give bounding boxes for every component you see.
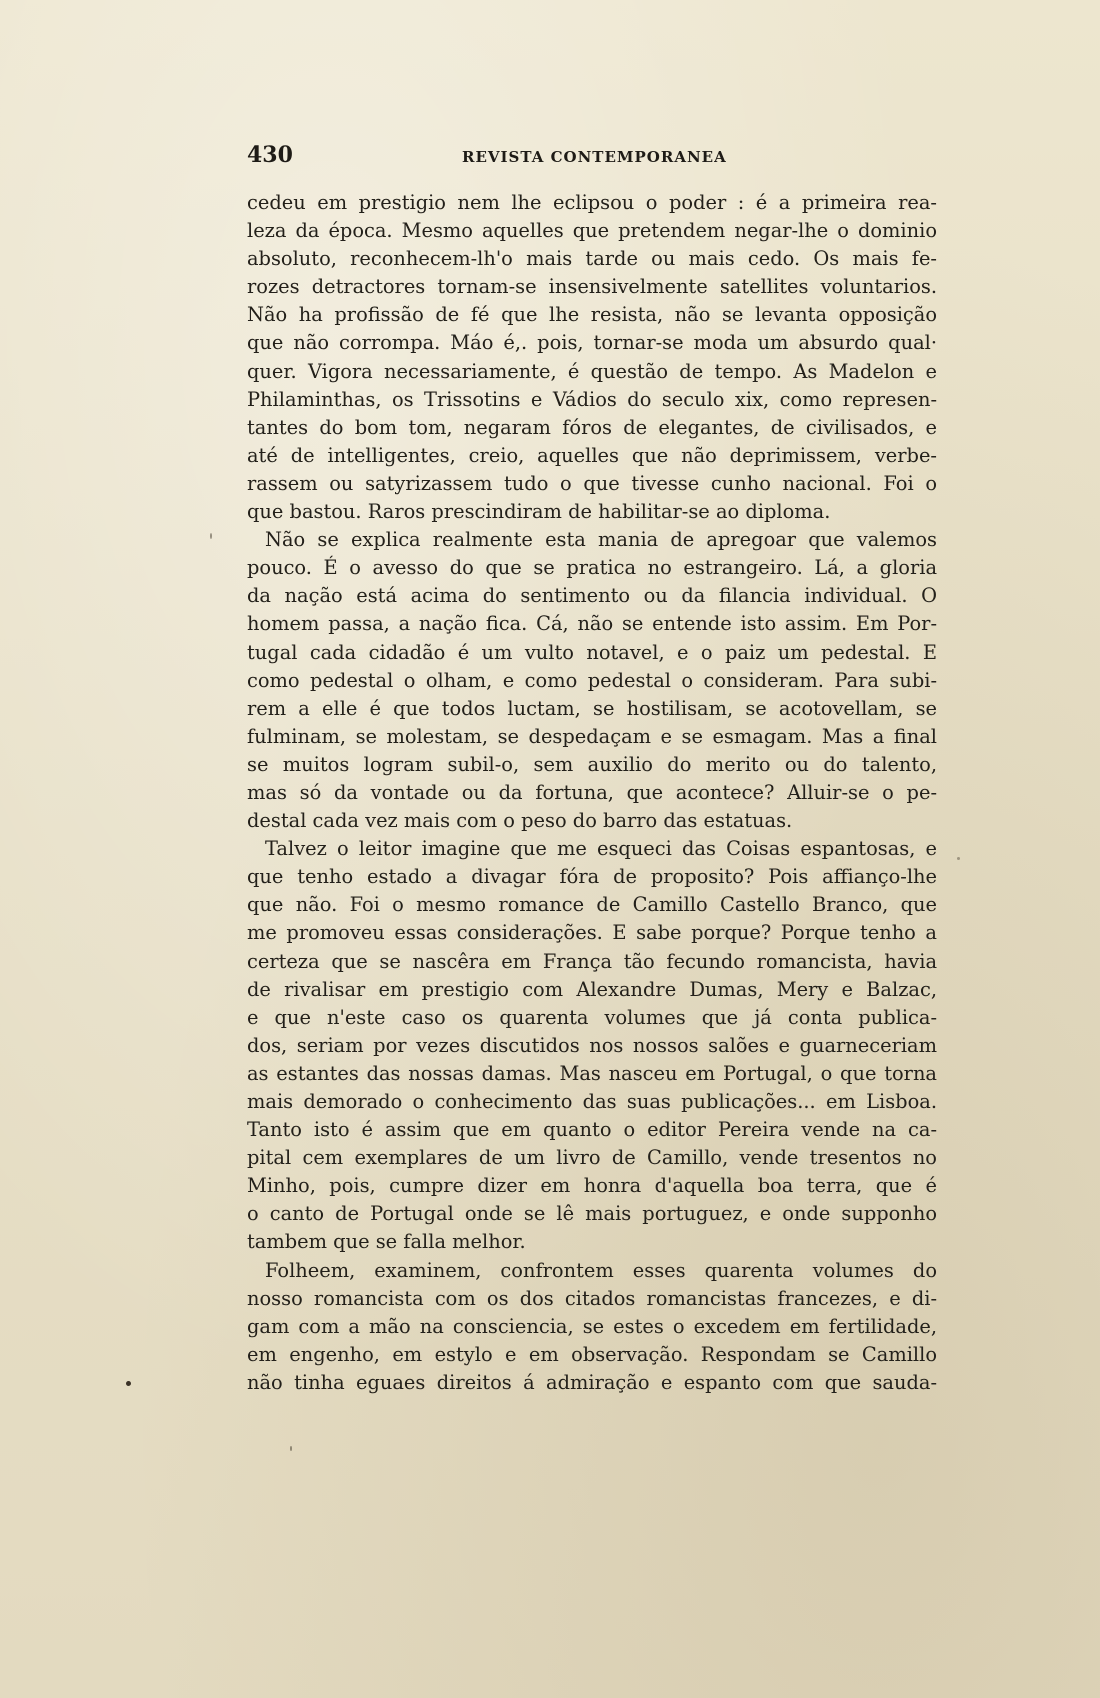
text-line: Tanto isto é assim que em quanto o editor Pereira vende na ca- <box>247 1118 937 1142</box>
text-line: que tenho estado a divagar fóra de proposito? Pois affianço-lhe <box>247 865 937 889</box>
text-line: Não ha profissão de fé que lhe resista, não se levanta opposição <box>247 303 937 327</box>
text-line: pital cem exemplares de um livro de Camillo, vende tresentos no <box>247 1146 937 1170</box>
text-line: absoluto, reconhecem-lh'o mais tarde ou mais cedo. Os mais fe- <box>247 247 937 271</box>
text-line: que não. Foi o mesmo romance de Camillo Castello Branco, que <box>247 893 937 917</box>
ink-speck <box>126 1381 131 1386</box>
text-line: leza da época. Mesmo aquelles que pretendem negar-lhe o dominio <box>247 219 937 243</box>
text-line: que não corrompa. Máo é,. pois, tornar-se moda um absurdo qual· <box>247 331 937 355</box>
text-line: tambem que se falla melhor. <box>247 1230 526 1254</box>
text-line: rassem ou satyrizassem tudo o que tivesse cunho nacional. Foi o <box>247 471 937 495</box>
journal-title: REVISTA CONTEMPORANEA <box>462 148 727 166</box>
text-line: mais demorado o conhecimento das suas publicações... em Lisboa. <box>247 1090 937 1113</box>
text-line: pouco. É o avesso do que se pratica no estrangeiro. Lá, a gloria <box>247 556 937 580</box>
text-line: em engenho, em estylo e em observação. Respondam se Camillo <box>247 1342 937 1366</box>
text-line: se muitos logram subil-o, sem auxilio do merito ou do talento, <box>247 752 937 776</box>
text-line: certeza que se nascêra em França tão fecundo romancista, havia <box>247 949 937 973</box>
text-line: até de intelligentes, creio, aquelles que não deprimissem, verbe- <box>247 443 937 467</box>
text-line: homem passa, a nação fica. Cá, não se entende isto assim. Em Por- <box>247 612 937 636</box>
ink-speck <box>290 1446 292 1451</box>
text-line: gam com a mão na consciencia, se estes o excedem em fertilidade, <box>247 1314 937 1338</box>
text-line: destal cada vez mais com o peso do barro das estatuas. <box>247 809 793 833</box>
body-text <box>247 189 937 1397</box>
text-line: Talvez o leitor imagine que me esqueci das Coisas espantosas, e <box>265 837 937 861</box>
text-line: me promoveu essas considerações. E sabe porque? Porque tenho a <box>247 921 937 945</box>
text-line: como pedestal o olham, e como pedestal o consideram. Para subi- <box>247 668 937 692</box>
text-line: rozes detractores tornam-se insensivelmente satellites voluntarios. <box>247 275 937 299</box>
page-number: 430 <box>247 142 293 168</box>
text-line: Minho, pois, cumpre dizer em honra d'aquella boa terra, que é <box>247 1174 937 1198</box>
text-line: mas só da vontade ou da fortuna, que acontece? Alluir-se o pe- <box>247 780 937 804</box>
text-line: Philaminthas, os Trissotins e Vádios do seculo xix, como represen- <box>247 387 937 411</box>
text-line: Folheem, examinem, confrontem esses quarenta volumes do <box>265 1258 937 1282</box>
ink-speck <box>957 857 960 860</box>
text-line: quer. Vigora necessariamente, é questão de tempo. As Madelon e <box>247 359 937 383</box>
ink-speck <box>210 533 212 539</box>
running-head <box>247 142 927 172</box>
text-line: tugal cada cidadão é um vulto notavel, e o paiz um pedestal. E <box>247 640 937 664</box>
text-line: nosso romancista com os dos citados romancistas francezes, e di- <box>247 1286 937 1310</box>
text-line: cedeu em prestigio nem lhe eclipsou o poder : é a primeira rea- <box>247 191 937 214</box>
text-line: fulminam, se molestam, se despedaçam e se esmagam. Mas a final <box>247 724 937 748</box>
text-line: que bastou. Raros prescindiram de habilitar-se ao diploma. <box>247 500 831 524</box>
text-line: dos, seriam por vezes discutidos nos nossos salões e guarneceriam <box>247 1033 937 1057</box>
text-line: rem a elle é que todos luctam, se hostilisam, se acotovellam, se <box>247 696 937 720</box>
text-line: tantes do bom tom, negaram fóros de elegantes, de civilisados, e <box>247 415 937 439</box>
text-line: da nação está acima do sentimento ou da filancia individual. O <box>247 584 937 608</box>
text-line: o canto de Portugal onde se lê mais portuguez, e onde supponho <box>247 1202 937 1226</box>
text-line: de rivalisar em prestigio com Alexandre Dumas, Mery e Balzac, <box>247 977 937 1001</box>
text-line: Não se explica realmente esta mania de apregoar que valemos <box>265 528 937 552</box>
text-line: as estantes das nossas damas. Mas nasceu em Portugal, o que torna <box>247 1061 937 1085</box>
text-line: não tinha eguaes direitos á admiração e espanto com que sauda- <box>247 1370 937 1394</box>
text-line: e que n'este caso os quarenta volumes que já conta publica- <box>247 1005 937 1029</box>
